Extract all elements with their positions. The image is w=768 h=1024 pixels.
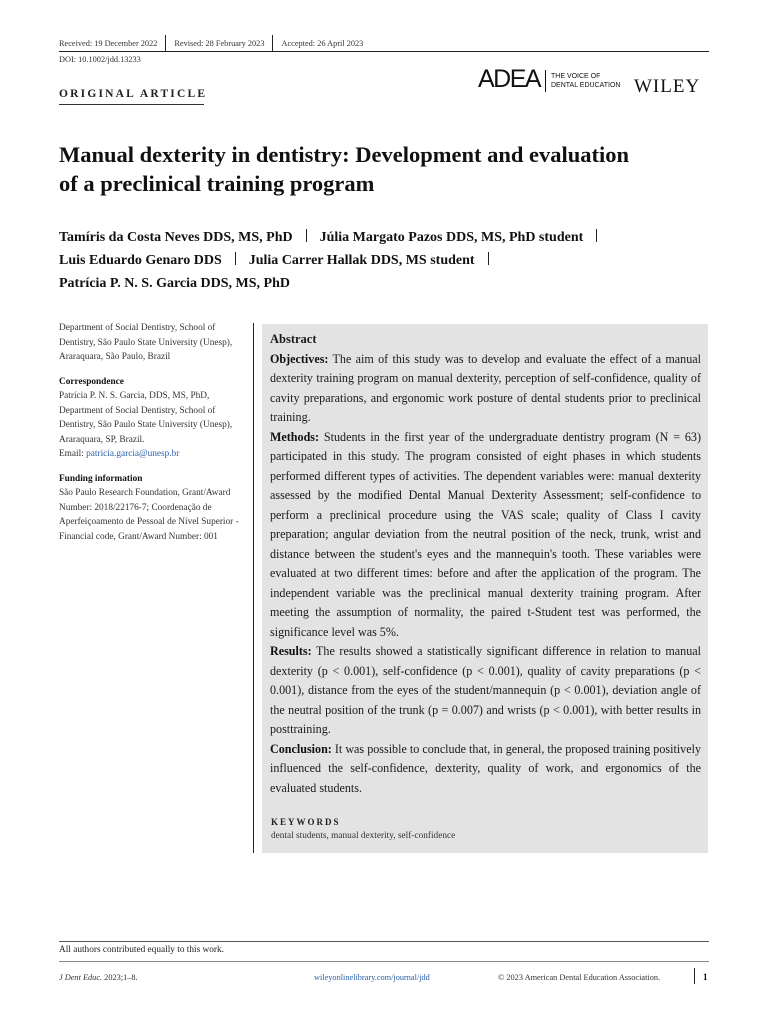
- keywords-list: dental students, manual dexterity, self-confidence: [271, 831, 456, 841]
- tagline-line-1: THE VOICE OF: [551, 73, 601, 80]
- results-text: The results showed a statistically significant difference in relation to manual dexterity (p < 0.001), self-confidence (p < 0.001), quality of cavity preparations (p < 0.001), distance from the eyes of the student/mannequin (p < 0.001), deviation angle of the neutral position of the trunk (p = 0.007) and wrists (p < 0.001), with better results in posttraining.: [270, 644, 701, 736]
- email-link[interactable]: patricia.garcia@unesp.br: [86, 449, 180, 459]
- funding-heading: Funding information: [59, 473, 143, 484]
- author-name: Luis Eduardo Genaro DDS: [59, 253, 222, 268]
- objectives-label: Objectives:: [270, 351, 329, 366]
- methods-text: Students in the first year of the undergraduate dentistry program (N = 63) participated in this study. The program consisted of eight phases in which students performed different types of activities. The dependent variables were: manual dexterity assessed by the modified Dental Manual Dexterity Assessment; self-confidence to perform a preclinical procedure using the VAS scale; quality of Class I cavity preparation; angular deviation from the neutral position of the neck, trunk, wrist and distance between the student's eyes and the mannequin's tooth. These variables were evaluated at two different times: before and after the application of the program. The independent variable was the preclinical manual dexterity training program. After meeting the assumption of normality, the paired t-Student test was performed, the significance level was 5%.: [270, 429, 701, 639]
- author-name: Patrícia P. N. S. Garcia DDS, MS, PhD: [59, 276, 290, 291]
- author-name: Julia Carrer Hallak DDS, MS student: [248, 253, 475, 268]
- journal-name: J Dent Educ.: [59, 973, 103, 982]
- wiley-logo: WILEY: [634, 76, 701, 97]
- copyright: © 2023 American Dental Education Association.: [498, 973, 661, 982]
- article-metadata: [59, 321, 244, 554]
- adea-tagline: [551, 72, 621, 90]
- header-rule: [59, 51, 709, 52]
- title-line-2: of a preclinical training program: [59, 171, 375, 196]
- publication-dates: [59, 35, 363, 51]
- journal-url-link[interactable]: wileyonlinelibrary.com/journal/jdd: [314, 973, 430, 982]
- date-divider: [272, 35, 273, 51]
- correspondence-block: [59, 375, 244, 462]
- funding-block: [59, 472, 244, 545]
- abstract-objectives: [270, 350, 701, 428]
- article-type: ORIGINAL ARTICLE: [59, 88, 208, 100]
- footer-rule: [59, 961, 709, 962]
- article-type-underline: [59, 104, 204, 105]
- author-name: Tamíris da Costa Neves DDS, MS, PhD: [59, 230, 293, 245]
- keywords-heading: KEYWORDS: [271, 817, 341, 827]
- author-divider: [306, 229, 307, 242]
- abstract-conclusion: [270, 740, 701, 799]
- page-divider: [694, 968, 695, 984]
- journal-volume: 2023;1–8.: [102, 973, 138, 982]
- author-name: Júlia Margato Pazos DDS, MS, PhD student: [319, 230, 584, 245]
- email-label: Email:: [59, 449, 87, 459]
- author-line-2: [59, 249, 729, 272]
- logo-divider: [545, 70, 546, 92]
- tagline-line-2: DENTAL EDUCATION: [551, 82, 621, 89]
- received-date: Received: 19 December 2022: [59, 38, 158, 48]
- funding-text: São Paulo Research Foundation, Grant/Award Number: 2018/22176-7; Coordenação de Aperfeiçoamento de Pessoal de Nível Superior - Financial code, Grant/Award Number: 001: [59, 488, 239, 542]
- correspondence-heading: Correspondence: [59, 376, 124, 387]
- doi: DOI: 10.1002/jdd.13233: [59, 55, 141, 64]
- journal-citation: [59, 973, 138, 982]
- affiliation: Department of Social Dentistry, School of Dentistry, São Paulo State University (Unesp), Araraquara, São Paulo, Brazil: [59, 323, 233, 362]
- abstract-box: [262, 324, 708, 853]
- revised-date: Revised: 28 February 2023: [174, 38, 265, 48]
- author-line-1: [59, 226, 729, 249]
- author-divider: [488, 252, 489, 265]
- author-divider: [596, 229, 597, 242]
- footnote-rule: [59, 941, 709, 942]
- abstract-body: [270, 330, 701, 798]
- page-number: 1: [703, 972, 708, 982]
- abstract-heading: Abstract: [270, 332, 317, 346]
- abstract-results: [270, 642, 701, 740]
- footnote: All authors contributed equally to this work.: [59, 945, 224, 955]
- author-line-3: [59, 272, 729, 295]
- adea-logo: ADEA: [478, 65, 541, 93]
- results-label: Results:: [270, 644, 312, 658]
- author-divider: [235, 252, 236, 265]
- conclusion-label: Conclusion:: [270, 741, 332, 756]
- conclusion-text: It was possible to conclude that, in general, the proposed training positively influenced the self-confidence, dexterity, quality of work, and ergonomics of the evaluated students.: [270, 741, 701, 795]
- methods-label: Methods:: [270, 429, 320, 444]
- author-list: [59, 226, 729, 295]
- abstract-methods: [270, 428, 701, 643]
- title-line-1: Manual dexterity in dentistry: Development and evaluation: [59, 142, 629, 167]
- column-divider: [253, 323, 254, 853]
- date-divider: [165, 35, 166, 51]
- article-title: [59, 140, 719, 198]
- accepted-date: Accepted: 26 April 2023: [281, 38, 364, 48]
- correspondence-text: Patrícia P. N. S. Garcia, DDS, MS, PhD, Department of Social Dentistry, School of Dentistry, São Paulo State University (Unesp), Araraquara, SP, Brazil.: [59, 391, 233, 445]
- objectives-text: The aim of this study was to develop and evaluate the effect of a manual dexterity training program on manual dexterity, perception of self-confidence, quality of cavity preparations, and ergonomic work posture of dental students prior to preclinical training.: [270, 351, 701, 424]
